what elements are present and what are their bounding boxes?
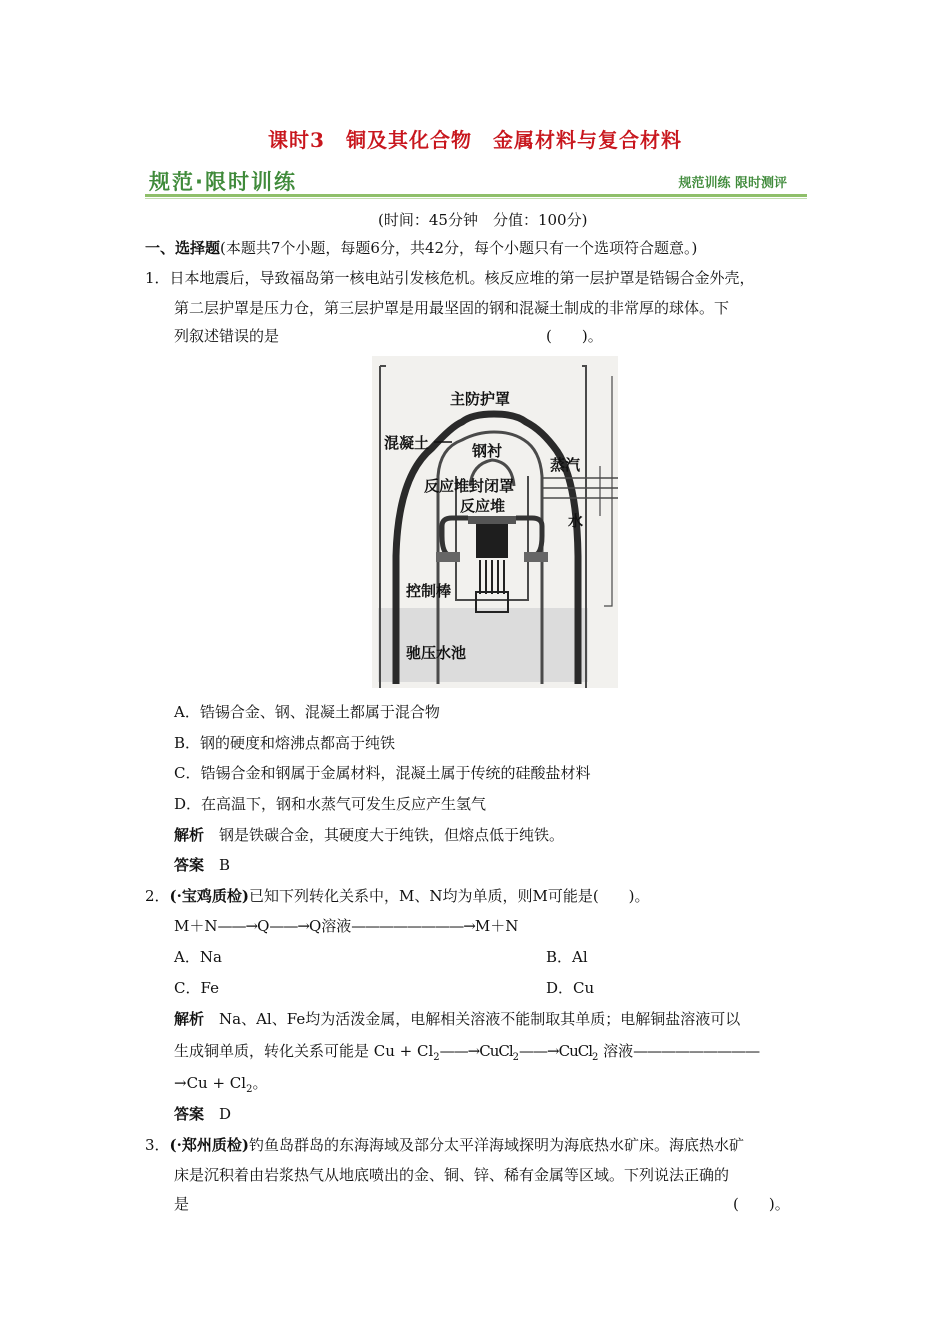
q2-analysis-2d: 溶液 — [598, 1042, 634, 1060]
label-seal-cover: 反应堆封闭罩 — [424, 477, 515, 495]
q1-answer-paren: ( )。 — [546, 327, 603, 345]
q1-stem-line3: 列叙述错误的是 — [174, 327, 280, 345]
page-title: 课时3 铜及其化合物 金属材料与复合材料 — [268, 128, 682, 152]
q2-analysis-3b: 。 — [252, 1074, 268, 1092]
chain-q: Q — [257, 917, 270, 935]
label-concrete: 混凝土 — [384, 434, 430, 452]
q3-stem-line2: 床是沉积着由岩浆热气从地底喷出的金、铜、锌、稀有金属等区域。下列说法正确的 — [174, 1166, 730, 1184]
banner-right-label: 规范训练 限时测评 — [678, 176, 787, 191]
q1-stem-line1 — [145, 268, 755, 288]
q2-answer — [174, 1104, 231, 1124]
q1-option-c: C．锆锡合金和钢属于金属材料，混凝土属于传统的硅酸盐材料 — [174, 764, 591, 782]
chain-reactants: M＋N — [174, 917, 218, 935]
q3-text-1: 钓鱼岛群岛的东海海域及部分太平洋海域探明为海底热水矿床。海底热水矿 — [248, 1136, 744, 1154]
q3-source: (·郑州质检) — [169, 1136, 249, 1154]
q2-stem-text: 已知下列转化关系中，M、N均为单质，则M可能是( )。 — [248, 887, 650, 905]
q2-sub-2: 2 — [512, 1052, 520, 1063]
q2-stem — [145, 886, 650, 906]
q3-number: 3． — [145, 1136, 170, 1154]
q2-analysis-2b: ——→CuCl — [439, 1042, 513, 1060]
q2-option-a: A．Na — [174, 948, 222, 966]
q1-number: 1． — [145, 269, 170, 287]
label-main-shield: 主防护罩 — [450, 390, 511, 408]
q1-option-b: B．钢的硬度和熔沸点都高于纯铁 — [174, 734, 396, 752]
banner-divider-thin — [145, 198, 807, 199]
q3-answer-paren: ( )。 — [733, 1195, 790, 1213]
reactor-diagram — [372, 356, 618, 688]
q1-stem-line2: 第二层护罩是压力仓，第三层护罩是用最坚固的钢和混凝土制成的非常厚的球体。下 — [174, 299, 730, 317]
banner-left-label: 规范·限时训练 — [149, 170, 297, 194]
q2-analysis-line2 — [174, 1041, 759, 1068]
q1-analysis-text: 钢是铁碳合金，其硬度大于纯铁，但熔点低于纯铁。 — [219, 826, 565, 844]
label-control-rod: 控制棒 — [406, 582, 452, 600]
q2-sub-3: 2 — [592, 1052, 599, 1063]
label-steel-liner: 钢衬 — [472, 442, 503, 460]
q2-analysis-line3 — [174, 1073, 267, 1100]
label-pool: 驰压水池 — [406, 644, 467, 662]
q2-analysis-3a: →Cu + Cl — [174, 1074, 247, 1092]
q2-analysis-2a: 生成铜单质，转化关系可能是 Cu + Cl — [174, 1042, 434, 1060]
q1-option-a: A．锆锡合金、钢、混凝土都属于混合物 — [174, 703, 440, 721]
q2-analysis-label: 解析 — [174, 1010, 205, 1028]
label-steam: 蒸汽 — [550, 456, 581, 474]
q2-number: 2． — [145, 887, 170, 905]
q2-analysis-line1 — [174, 1009, 740, 1029]
q1-answer — [174, 855, 230, 875]
section-heading — [145, 238, 697, 258]
q2-sub-1: 2 — [433, 1052, 440, 1063]
chain-arrow-2: ——→ — [269, 917, 309, 935]
chain-products: M＋N — [474, 917, 519, 935]
q2-option-d: D．Cu — [546, 979, 595, 997]
section-heading-desc: (本题共7个小题，每题6分，共42分，每个小题只有一个选项符合题意。) — [220, 239, 698, 257]
chain-q-solution: Q溶液 — [308, 917, 352, 935]
time-line: (时间：45分钟 分值：100分) — [378, 211, 588, 229]
q2-analysis-2c: ——→CuCl — [519, 1042, 593, 1060]
section-banner — [145, 164, 807, 198]
q2-option-c: C．Fe — [174, 979, 219, 997]
q2-option-b: B．Al — [546, 948, 588, 966]
q2-source: (·宝鸡质检) — [169, 887, 249, 905]
q1-analysis-label: 解析 — [174, 826, 205, 844]
q1-answer-value: B — [219, 856, 231, 874]
chain-arrow-3: ————————→ — [351, 917, 475, 935]
q2-answer-label: 答案 — [174, 1105, 205, 1123]
q2-analysis-text-1: Na、Al、Fe均为活泼金属，电解相关溶液不能制取其单质；电解铜盐溶液可以 — [219, 1010, 741, 1028]
q3-stem-line3: 是 — [174, 1195, 190, 1213]
label-reactor: 反应堆 — [460, 497, 506, 515]
banner-divider — [145, 194, 807, 197]
q2-chain — [174, 916, 518, 936]
q1-analysis — [174, 825, 564, 845]
q1-answer-label: 答案 — [174, 856, 205, 874]
q1-option-d: D．在高温下，钢和水蒸气可发生反应产生氢气 — [174, 795, 487, 813]
q2-analysis-2e: ————————— — [633, 1042, 760, 1060]
q1-text-1: 日本地震后，导致福岛第一核电站引发核危机。核反应堆的第一层护罩是锆锡合金外壳， — [169, 269, 755, 287]
label-water: 水 — [568, 512, 584, 530]
q3-stem-line1 — [145, 1135, 744, 1155]
chain-arrow-1: ——→ — [217, 917, 258, 935]
section-heading-title: 一、选择题 — [145, 239, 221, 257]
q2-answer-value: D — [219, 1105, 232, 1123]
q2-sub-4: 2 — [246, 1084, 253, 1095]
